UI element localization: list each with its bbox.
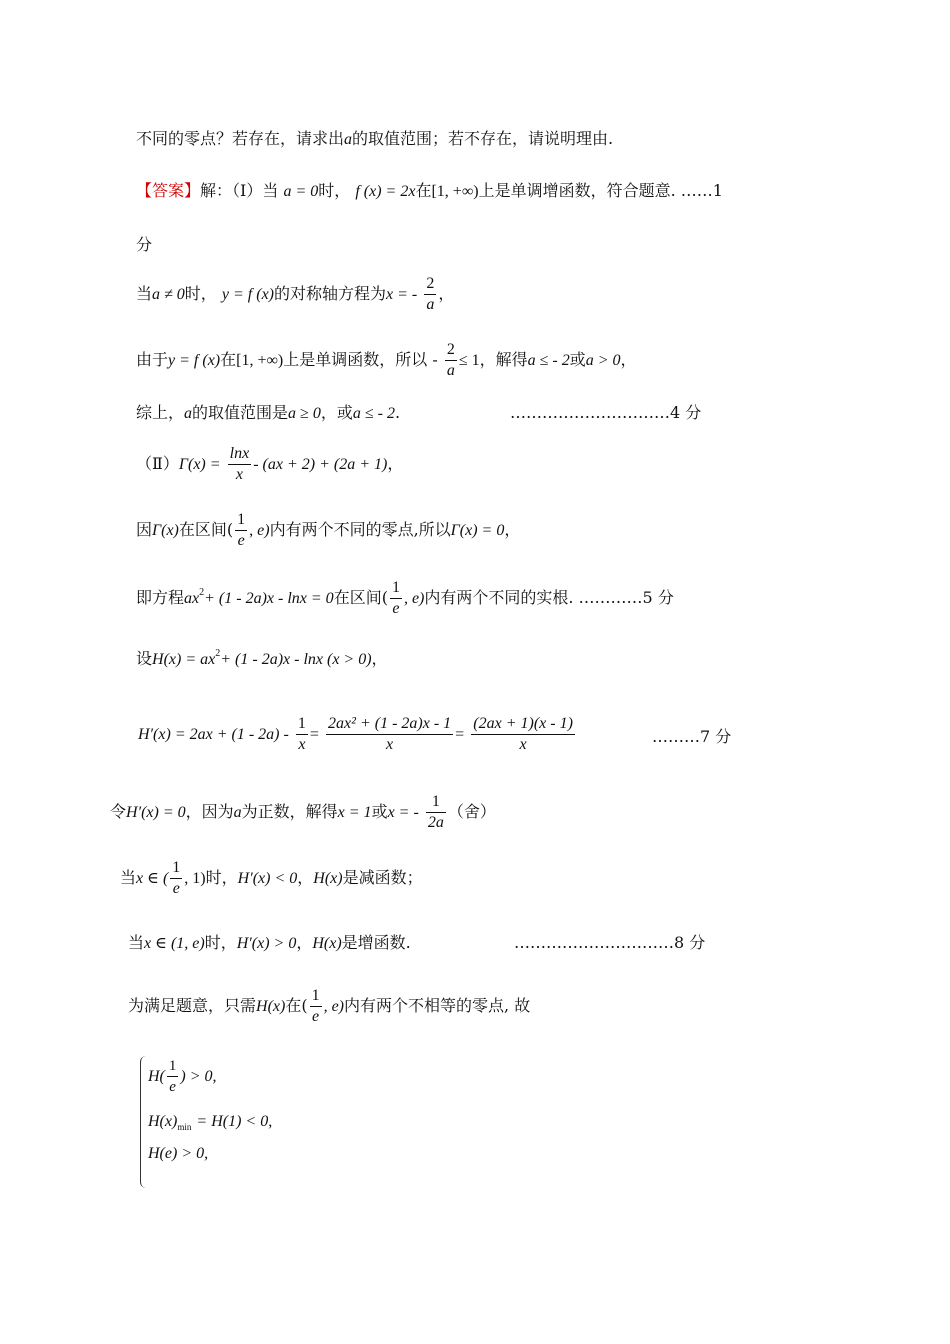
text-line-8: 因Γ(x)在区间( $\frac{1}{e}$ , e)内有两个不同的零点,所以Γ(x) = 0，	[136, 511, 521, 549]
text-line-15: 为满足题意，只需H(x)在( $\frac{1}{e}$ , e)内有两个不相等的零点, 故	[128, 987, 531, 1025]
text-line-10: 设$H(x) = ax^2+ (1 - 2a)x - \ln x$ (x > 0)，	[136, 648, 388, 668]
score-marker: …………………………4 分	[510, 403, 702, 422]
text-line-14: 当x ∈ (1, e)时，H′(x) > 0，H(x)是增函数.	[128, 933, 411, 952]
text-line-5: 由于y = f (x)在[1, +∞)上是单调函数，所以 - $\frac{2}{a}$ ≤ 1，解得a ≤ - 2或a > 0，	[136, 341, 637, 379]
text-line-13: 当x ∈ ( $\frac{1}{e}$ , 1)时，H′(x) < 0，H(x)是减函数；	[120, 859, 423, 897]
answer-tag: 【答案】	[136, 181, 201, 200]
text-line-12: 令H′(x) = 0，因为a为正数，解得x = 1或x = - $\frac{1}{2a}$ （舍）	[110, 793, 496, 831]
text-line-11: H′(x) = 2ax + (1 - 2a) - $\frac{1}{x}$ = $\frac{\text{2ax² + (1 - 2a)x - 1}}{x}$ = $\frac{(2ax + 1)(x - 1)}{x}$	[138, 715, 573, 753]
score-marker: …………………………8 分	[514, 933, 706, 952]
fraction: $\frac{1}{e}$	[172, 859, 181, 897]
fraction: $\frac{1}{e}$	[168, 1058, 177, 1095]
fraction: $\frac{2}{a}$	[446, 341, 455, 379]
text-line-9: 即方程$ax^2+ (1 - 2a)x - \ln x = 0$在区间( $\frac{1}{e}$ , e)内有两个不同的实根. …………5 分	[136, 579, 674, 617]
text-line-2: 【答案】解：（Ⅰ）当 a = 0时， f (x) = 2x在[1, +∞)上是单调增函数，符合题意. ……1	[136, 181, 723, 200]
text-line-6: 综上，a的取值范围是a ≥ 0，或a ≤ - 2.	[136, 403, 401, 422]
fraction: $\frac{1}{x}$	[297, 715, 306, 753]
text-line-3: 分	[136, 235, 153, 254]
fraction: $\frac{(2ax + 1)(x - 1)}{x}$	[473, 715, 573, 753]
text-line-4: 当a ≠ 0时， y = f (x)的对称轴方程为x = - $\frac{2}{a}$ ，	[136, 275, 455, 313]
fraction: $\frac{\ln x}{x}$	[229, 445, 250, 483]
fraction: $\frac{1}{e}$	[391, 579, 400, 617]
score-marker: ………7 分	[652, 727, 732, 746]
system-row-1: H( $\frac{1}{e}$ ) > 0,	[148, 1058, 217, 1095]
text-line-1: 不同的零点？若存在，请求出a的取值范围；若不存在，请说明理由.	[136, 129, 614, 148]
text-line-7: （Ⅱ）Γ(x) = $\frac{\ln x}{x}$ - (ax + 2) + (2a + 1)，	[136, 445, 404, 483]
fraction: $\frac{2}{a}$	[426, 275, 435, 313]
system-row-2: $H(x)_{min} = H(1) < 0$,	[148, 1113, 273, 1132]
fraction: $\frac{1}{e}$	[237, 511, 246, 549]
fraction: $\frac{1}{e}$	[311, 987, 320, 1025]
fraction: $\frac{1}{2a}$	[427, 793, 444, 831]
system-row-3: H(e) > 0,	[148, 1145, 209, 1162]
fraction: $\frac{\text{2ax² + (1 - 2a)x - 1}}{x}$	[328, 715, 452, 753]
